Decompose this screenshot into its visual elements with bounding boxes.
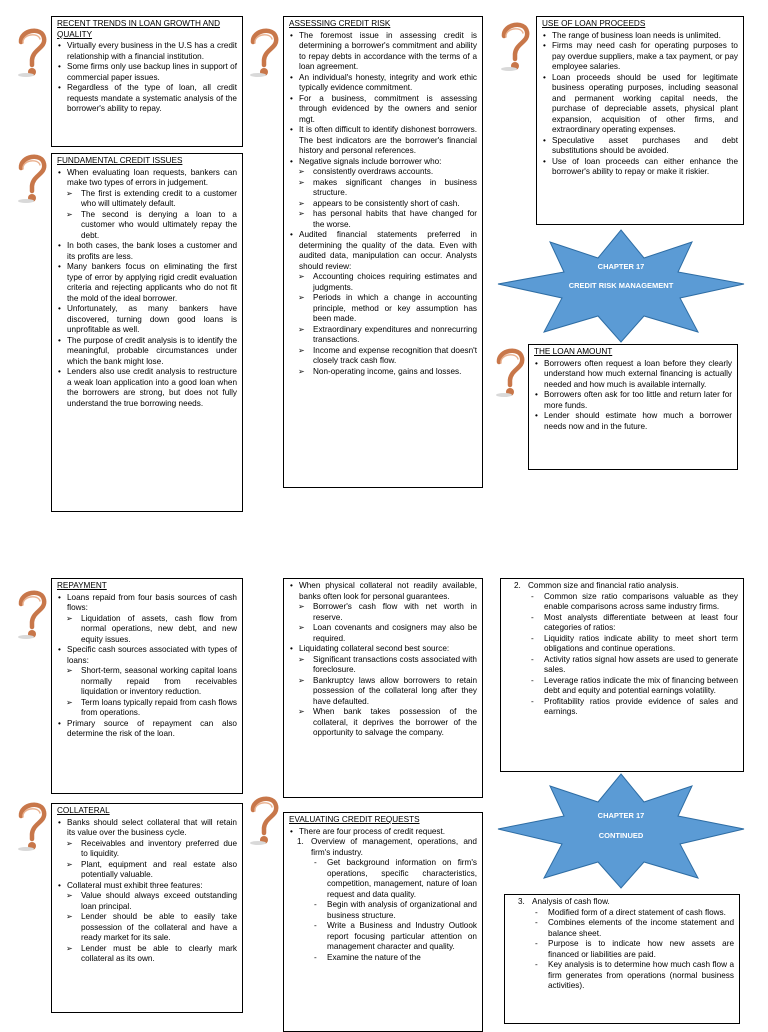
list-item: ➢ Receivables and inventory preferred due to liquidity.: [57, 839, 237, 860]
evaluating-title: EVALUATING CREDIT REQUESTS: [289, 815, 420, 824]
list-item: • Virtually every business in the U.S has a credit relationship with a financial institution.: [57, 41, 237, 62]
recent-trends-title: RECENT TRENDS IN LOAN GROWTH AND QUALITY: [57, 19, 221, 39]
list-item: ➢ Lender must be able to clearly mark collateral as its own.: [57, 944, 237, 965]
list-number: 1.: [297, 837, 304, 846]
list-item: ➢ Non-operating income, gains and losses.: [289, 367, 477, 378]
list-item: ➢ makes significant changes in business structure.: [289, 178, 477, 199]
star-title: CHAPTER 17: [597, 811, 645, 820]
list-item: ➢ Short-term, seasonal working capital loans normally repaid from receivables liquidation or inventory reduction.: [57, 666, 237, 698]
repayment-title: REPAYMENT: [57, 581, 107, 590]
list-item: - Combines elements of the income statement and balance sheet.: [510, 918, 734, 939]
collateral-box: [51, 803, 243, 1013]
list-item: ➢ Bankruptcy laws allow borrowers to retain possession of the collateral long after they have defaulted.: [289, 676, 477, 708]
chapter-star-badge: [494, 228, 748, 344]
list-item: - Profitability ratios provide evidence of sales and earnings.: [506, 697, 738, 718]
question-mark-figure-icon: [495, 16, 531, 72]
list-item: ➢ Income and expense recognition that doesn't closely track cash flow.: [289, 346, 477, 367]
collateral-title: COLLATERAL: [57, 806, 110, 815]
cash-flow-analysis-box: [504, 894, 740, 1024]
list-item: • Specific cash sources associated with types of loans:: [57, 645, 237, 666]
evaluating-step: Overview of management, operations, and firm's industry.: [311, 837, 477, 857]
loan-amount-title: THE LOAN AMOUNT: [534, 347, 613, 356]
list-item: ➢ Accounting choices requiring estimates and judgments.: [289, 272, 477, 293]
list-item: ➢ has personal habits that have changed for the worse.: [289, 209, 477, 230]
list-item: [510, 897, 734, 908]
list-item: ➢ Significant transactions costs associated with foreclosure.: [289, 655, 477, 676]
list-item: ➢ Term loans typically repaid from cash flows from operations.: [57, 698, 237, 719]
assessing-credit-risk-box: [283, 16, 483, 488]
list-item: • Some firms only use backup lines in support of commercial paper issues.: [57, 62, 237, 83]
list-item: • Banks should select collateral that will retain its value over the business cycle.: [57, 818, 237, 839]
list-item: - Leverage ratios indicate the mix of financing between debt and equity and potential earnings volatility.: [506, 676, 738, 697]
list-item: • Lenders also use credit analysis to restructure a weak loan application into a good loan when the borrowers are strong, but does not fully understand the true borrowing needs.: [57, 367, 237, 409]
list-number: 2.: [514, 581, 521, 590]
fundamental-credit-issues-box: [51, 153, 243, 512]
list-item: • Primary source of repayment can also determine the risk of the loan.: [57, 719, 237, 740]
list-item: ➢ When bank takes possession of the collateral, it deprives the borrower of the opportunity to salvage the company.: [289, 707, 477, 739]
list-item: - Modified form of a direct statement of cash flows.: [510, 908, 734, 919]
chapter-star-badge: [494, 772, 748, 890]
list-item: • When physical collateral not readily available, banks often look for personal guarantees.: [289, 581, 477, 602]
list-item: ➢ Liquidation of assets, cash flow from normal operations, new debt, and new equity issues.: [57, 614, 237, 646]
list-item: ➢ Periods in which a change in accounting principle, method or key assumption has been made.: [289, 293, 477, 325]
list-item: • Negative signals include borrower who:: [289, 157, 477, 168]
list-item: - Examine the nature of the: [289, 953, 477, 964]
list-item: - Get background information on firm's operations, specific characteristics, competition, management, nature of loan request and data quality.: [289, 858, 477, 900]
list-item: ➢ Value should always exceed outstanding loan principal.: [57, 891, 237, 912]
list-item: • An individual's honesty, integrity and work ethic typically evidence commitment.: [289, 73, 477, 94]
list-item: [289, 837, 477, 858]
list-item: • Liquidating collateral second best source:: [289, 644, 477, 655]
list-item: ➢ Plant, equipment and real estate also potentially valuable.: [57, 860, 237, 881]
list-item: • Many bankers focus on eliminating the first type of error by applying rigid credit evaluation criteria and rejecting applicants who do not fit the mold of the ideal borrower.: [57, 262, 237, 304]
question-mark-figure-icon: [12, 22, 48, 78]
list-item: • When evaluating loan requests, bankers can make two types of errors in judgement.: [57, 168, 237, 189]
list-item: • Lender should estimate how much a borrower needs now and in the future.: [534, 411, 732, 432]
question-mark-figure-icon: [12, 584, 48, 640]
ratio-heading: Common size and financial ratio analysis.: [528, 581, 679, 590]
list-item: • It is often difficult to identify dishonest borrowers. The best indicators are the borrower's financial history and personal references.: [289, 125, 477, 157]
list-item: • There are four process of credit request.: [289, 827, 477, 838]
list-item: • For a business, commitment is assessing through evidenced by the owners and senior mgt.: [289, 94, 477, 126]
list-item: ➢ Borrower's cash flow with net worth in reserve.: [289, 602, 477, 623]
question-mark-figure-icon: [490, 342, 526, 398]
list-item: ➢ Loan covenants and cosigners may also be required.: [289, 623, 477, 644]
list-number: 3.: [518, 897, 525, 906]
list-item: [506, 581, 738, 592]
question-mark-figure-icon: [244, 790, 280, 846]
list-item: ➢ consistently overdraws accounts.: [289, 167, 477, 178]
list-item: - Key analysis is to determine how much cash flow a firm generates from operations (normal business activities).: [510, 960, 734, 992]
list-item: • The foremost issue in assessing credit is determining a borrower's commitment and ability to repay debts in accordance with the terms of a loan agreement.: [289, 31, 477, 73]
list-item: • Use of loan proceeds can either enhance the borrower's ability to repay or make it riskier.: [542, 157, 738, 178]
list-item: • Regardless of the type of loan, all credit requests mandate a systematic analysis of the borrower's ability to repay.: [57, 83, 237, 115]
collateral-continued-box: [283, 578, 483, 798]
question-mark-figure-icon: [12, 148, 48, 204]
list-item: • Unfortunately, as many bankers have discovered, turning down good loans is unprofitable as well.: [57, 304, 237, 336]
question-mark-figure-icon: [244, 22, 280, 78]
use-of-proceeds-title: USE OF LOAN PROCEEDS: [542, 19, 646, 28]
list-item: • Speculative asset purchases and debt substitutions should be avoided.: [542, 136, 738, 157]
list-item: ➢ Extraordinary expenditures and nonrecurring transactions.: [289, 325, 477, 346]
list-item: • Audited financial statements preferred in determining the quality of the data. Even with audited data, manipulation can occur. Analysts should review:: [289, 230, 477, 272]
list-item: ➢ Lender should be able to easily take possession of the collateral and have a ready market for its sale.: [57, 912, 237, 944]
star-subtitle: CREDIT RISK MANAGEMENT: [568, 281, 674, 290]
list-item: ➢ The first is extending credit to a customer who will ultimately default.: [57, 189, 237, 210]
list-item: • Collateral must exhibit three features:: [57, 881, 237, 892]
list-item: - Liquidity ratios indicate ability to meet short term obligations and continue operations.: [506, 634, 738, 655]
list-item: • Borrowers often ask for too little and return later for more funds.: [534, 390, 732, 411]
list-item: • In both cases, the bank loses a customer and its profits are less.: [57, 241, 237, 262]
list-item: - Begin with analysis of organizational and business structure.: [289, 900, 477, 921]
list-item: • Firms may need cash for operating purposes to pay overdue suppliers, make a tax payment, or pay employee salaries.: [542, 41, 738, 73]
list-item: • The range of business loan needs is unlimited.: [542, 31, 738, 42]
list-item: - Most analysts differentiate between at least four categories of ratios:: [506, 613, 738, 634]
list-item: • Loans repaid from four basis sources of cash flows:: [57, 593, 237, 614]
list-item: - Purpose is to indicate how new assets are financed or liabilities are paid.: [510, 939, 734, 960]
assessing-title: ASSESSING CREDIT RISK: [289, 19, 391, 28]
loan-amount-box: [528, 344, 738, 470]
list-item: - Common size ratio comparisons valuable as they enable comparisons across same industry firms.: [506, 592, 738, 613]
list-item: • The purpose of credit analysis is to identify the meaningful, probable circumstances under which the bank might lose.: [57, 336, 237, 368]
fundamental-title: FUNDAMENTAL CREDIT ISSUES: [57, 156, 183, 165]
recent-trends-box: [51, 16, 243, 147]
question-mark-figure-icon: [12, 796, 48, 852]
list-item: ➢ appears to be consistently short of cash.: [289, 199, 477, 210]
cashflow-heading: Analysis of cash flow.: [532, 897, 610, 906]
star-subtitle: CONTINUED: [598, 831, 644, 840]
evaluating-credit-requests-box: [283, 812, 483, 1032]
list-item: - Write a Business and Industry Outlook report focusing particular attention on management character and quality.: [289, 921, 477, 953]
star-title: CHAPTER 17: [597, 262, 645, 271]
list-item: - Activity ratios signal how assets are used to generate sales.: [506, 655, 738, 676]
use-of-loan-proceeds-box: [536, 16, 744, 225]
ratio-analysis-box: [500, 578, 744, 772]
list-item: • Loan proceeds should be used for legitimate business operating purposes, including seasonal and permanent working capital needs, the purchase of depreciable assets, physical plant expansion, acquisition of other firms, and extraordinary operating expenses.: [542, 73, 738, 136]
list-item: ➢ The second is denying a loan to a customer who would ultimately repay the debt.: [57, 210, 237, 242]
repayment-box: [51, 578, 243, 794]
list-item: • Borrowers often request a loan before they clearly understand how much external financing is actually needed and how much is available internally.: [534, 359, 732, 391]
